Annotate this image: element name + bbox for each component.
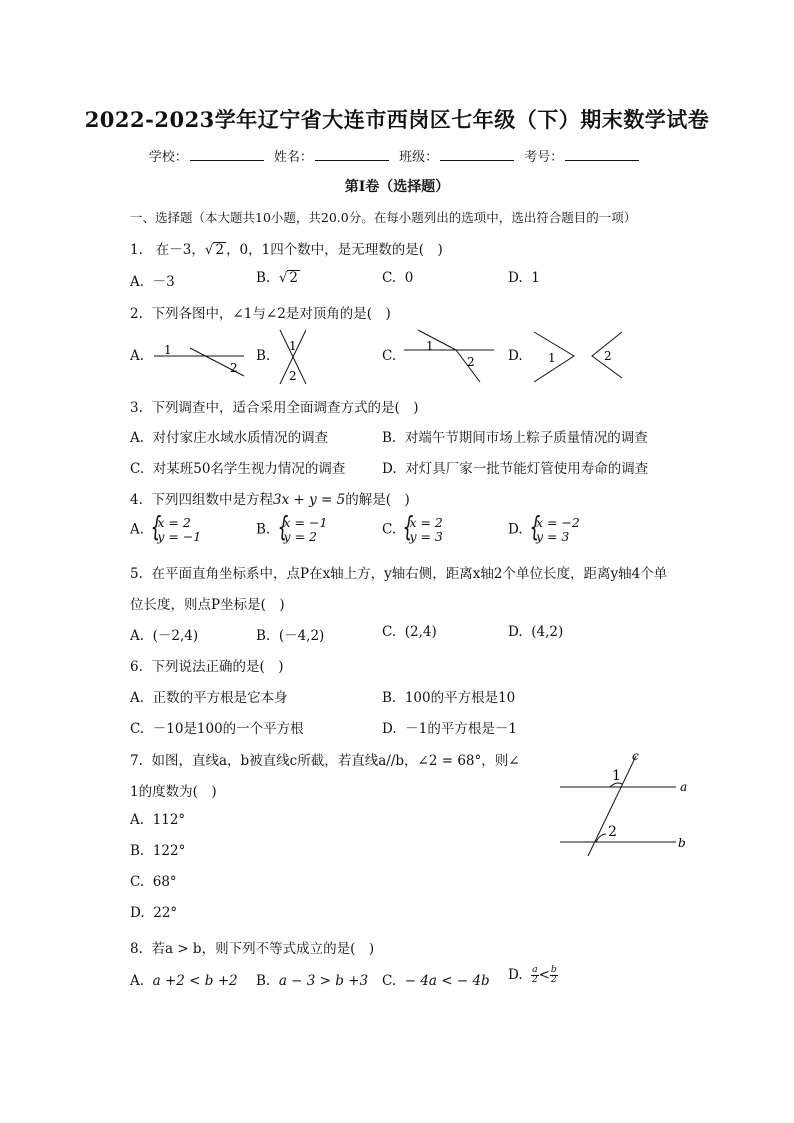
option-text: 22° <box>153 905 178 921</box>
q5-option-a[interactable] <box>130 624 198 644</box>
option-label: A. <box>130 521 145 538</box>
option-label: A. <box>130 690 145 706</box>
q8-option-d[interactable] <box>508 966 558 985</box>
q2-option-b[interactable]: B. <box>256 348 271 364</box>
question-text: 下列各图中，∠1与∠2是对顶角的是( ) <box>151 306 391 322</box>
question-2 <box>130 302 391 322</box>
student-info-line <box>0 146 794 165</box>
question-7-cont: 1的度数为( ) <box>130 784 217 800</box>
question-text: 若a > b，则下列不等式成立的是( ) <box>151 941 375 957</box>
less-than-sign: < <box>538 967 550 983</box>
question-number: 3. <box>130 400 143 416</box>
option-label: B. <box>382 430 397 446</box>
option-text: 1 <box>531 270 540 286</box>
equation-row: y = 3 <box>409 529 443 544</box>
q3-option-a[interactable] <box>130 426 328 446</box>
equation-row: y = −1 <box>157 529 202 544</box>
q7-figure <box>552 748 702 860</box>
option-label: A. <box>130 430 145 446</box>
option-label: D. <box>130 905 145 921</box>
option-text: (4,2) <box>531 624 564 640</box>
name-label: 姓名： <box>273 150 313 165</box>
q7-option-c[interactable] <box>130 874 177 890</box>
option-label: C. <box>130 461 145 477</box>
question-7 <box>130 749 520 769</box>
label-a: a <box>680 780 688 794</box>
sqrt-symbol: √ <box>278 270 288 286</box>
option-label: D. <box>508 624 523 640</box>
school-blank[interactable] <box>190 148 264 161</box>
fraction <box>550 966 558 985</box>
q4-option-a[interactable] <box>130 516 201 544</box>
q3-option-b[interactable] <box>382 426 648 446</box>
option-label: D. <box>508 521 523 538</box>
denominator: 2 <box>550 975 557 985</box>
equation: 3x + y = 5 <box>272 492 346 508</box>
option-label: B. <box>256 270 271 286</box>
q5-option-d[interactable] <box>508 624 563 640</box>
q2-figure-a <box>150 336 250 380</box>
option-label: C. <box>130 721 145 737</box>
option-text: − 4a < − 4b <box>404 973 490 989</box>
q6-option-c[interactable] <box>130 717 304 737</box>
line <box>418 330 456 350</box>
q8-option-b[interactable] <box>256 973 368 989</box>
equation-row: { x = 2 <box>409 515 443 530</box>
question-text: 下列说法正确的是( ) <box>151 659 284 675</box>
option-text: a − 3 > b +3 <box>278 973 369 989</box>
label-c: c <box>632 749 639 763</box>
question-6 <box>130 655 284 675</box>
denominator: 2 <box>532 975 538 985</box>
q6-option-d[interactable] <box>382 717 517 737</box>
option-text: 对端午节期间市场上粽子质量情况的调查 <box>404 430 648 446</box>
option-text: a +2 < b +2 <box>152 973 238 989</box>
option-label: A. <box>130 812 145 828</box>
radicand: 2 <box>215 242 225 258</box>
equation-row: { x = −1 <box>283 515 328 530</box>
numerator: b <box>550 965 557 975</box>
q1-option-b[interactable] <box>256 270 300 286</box>
question-text: ，0，1四个数中，是无理数的是( ) <box>226 242 443 258</box>
option-label: A. <box>130 274 145 290</box>
angle-label-2: 2 <box>289 369 297 383</box>
q8-option-c[interactable] <box>382 973 490 989</box>
q7-option-a[interactable] <box>130 812 185 828</box>
q3-option-d[interactable] <box>382 457 648 477</box>
option-label: B. <box>130 843 145 859</box>
q2-figure-d <box>528 328 632 386</box>
option-text: －10是100的一个平方根 <box>152 721 304 737</box>
exam-no-blank[interactable] <box>565 148 639 161</box>
option-text: (2,4) <box>404 624 437 640</box>
option-text: (－4,2) <box>278 628 325 644</box>
option-label: C. <box>382 624 397 640</box>
q2-figure-c <box>400 328 500 386</box>
option-label: D. <box>382 461 397 477</box>
question-text: 下列四组数中是方程 <box>151 492 273 508</box>
option-label: B. <box>382 690 397 706</box>
question-text: 的解是( ) <box>345 492 410 508</box>
exam-no-label: 考号： <box>524 150 564 165</box>
question-4 <box>130 488 410 508</box>
numerator: a <box>532 965 538 975</box>
question-text: 下列调查中，适合采用全面调查方式的是( ) <box>151 400 419 416</box>
q2-figure-b <box>274 328 314 386</box>
option-label: A. <box>130 628 145 644</box>
q2-option-d[interactable]: D. <box>508 348 523 364</box>
equation-system <box>400 516 442 544</box>
equation-row: { x = −2 <box>535 515 580 530</box>
class-blank[interactable] <box>440 148 514 161</box>
q4-option-d[interactable] <box>508 516 580 544</box>
option-text: 122° <box>152 843 186 859</box>
q4-option-b[interactable] <box>256 516 327 544</box>
option-label: A. <box>130 973 145 989</box>
question-3 <box>130 396 419 416</box>
label-b: b <box>678 836 686 850</box>
equation-system <box>148 516 201 544</box>
q7-option-b[interactable] <box>130 843 185 859</box>
q3-option-c[interactable] <box>130 457 345 477</box>
q1-option-c[interactable] <box>382 270 413 286</box>
q2-option-c[interactable]: C. <box>382 348 397 364</box>
angle-label-2: 2 <box>230 361 238 375</box>
question-text: 如图，直线a，b被直线c所截，若直线a//b，∠2 = 68°，则∠ <box>151 753 520 769</box>
option-label: D. <box>382 721 397 737</box>
exam-title: 2022-2023学年辽宁省大连市西岗区七年级（下）期末数学试卷 <box>84 107 710 132</box>
option-text: 100的平方根是10 <box>404 690 516 706</box>
equation-system <box>275 516 328 544</box>
question-number: 1. <box>130 242 143 258</box>
q1-option-a[interactable] <box>130 270 175 290</box>
option-label: B. <box>256 628 271 644</box>
q5-option-b[interactable] <box>256 624 324 644</box>
q4-option-c[interactable] <box>382 516 443 544</box>
question-number: 6. <box>130 659 143 675</box>
radicand: 2 <box>289 270 299 286</box>
question-number: 8. <box>130 941 143 957</box>
angle-label-1: 1 <box>164 343 172 357</box>
option-text: 正数的平方根是它本身 <box>152 690 288 706</box>
angle-label-2: 2 <box>608 824 617 840</box>
angle-label-1: 1 <box>426 339 434 353</box>
option-label: C. <box>130 874 145 890</box>
question-text: 在平面直角坐标系中，点P在x轴上方，y轴右侧，距离x轴2个单位长度，距离y轴4个单 <box>151 566 668 582</box>
equation-system <box>527 516 580 544</box>
angle-label-2: 2 <box>604 349 612 363</box>
option-text: 0 <box>404 270 414 286</box>
q6-option-b[interactable] <box>382 686 515 706</box>
option-label: B. <box>256 521 271 538</box>
angle-label-1: 1 <box>612 768 621 784</box>
section-instructions: 一、选择题（本大题共10小题，共20.0分。在每小题列出的选项中，选出符合题目的一项） <box>130 210 637 225</box>
q2-option-a[interactable]: A. <box>130 348 145 364</box>
equation-row: y = 2 <box>283 529 317 544</box>
option-label: D. <box>508 967 523 983</box>
option-text: －3 <box>152 274 175 290</box>
equation-row: y = 3 <box>535 529 570 544</box>
question-number: 2. <box>130 306 143 322</box>
section-title: 第Ⅰ卷（选择题） <box>344 179 450 195</box>
option-label: D. <box>508 270 523 286</box>
option-text: 对付家庄水域水质情况的调查 <box>152 430 329 446</box>
option-label: C. <box>382 270 397 286</box>
class-label: 班级： <box>399 150 439 165</box>
question-number: 7. <box>130 753 143 769</box>
option-text: 68° <box>152 874 177 890</box>
option-text: －1的平方根是－1 <box>405 721 517 737</box>
question-text: 在－3， <box>155 242 205 258</box>
angle-label-1: 1 <box>289 339 297 353</box>
option-text: (－2,4) <box>152 628 199 644</box>
option-label: C. <box>382 521 397 538</box>
angle-label-1: 1 <box>548 351 556 365</box>
sqrt-symbol: √ <box>204 242 214 258</box>
angle-label-2: 2 <box>467 355 475 369</box>
question-8 <box>130 937 374 957</box>
q5-option-c[interactable] <box>382 624 437 640</box>
q8-option-a[interactable] <box>130 973 238 989</box>
option-text: 对灯具厂家一批节能灯管使用寿命的调查 <box>405 461 649 477</box>
option-label: C. <box>382 973 397 989</box>
question-number: 5. <box>130 566 143 582</box>
question-1 <box>130 238 443 258</box>
name-blank[interactable] <box>315 148 389 161</box>
school-label: 学校： <box>148 150 188 165</box>
equation-row: { x = 2 <box>157 515 191 530</box>
option-label: B. <box>256 973 271 989</box>
option-text: 112° <box>152 812 186 828</box>
q7-option-d[interactable] <box>130 905 177 921</box>
q6-option-a[interactable] <box>130 686 288 706</box>
question-5 <box>130 562 667 582</box>
question-number: 4. <box>130 492 143 508</box>
q1-option-d[interactable] <box>508 270 540 286</box>
option-text: 对某班50名学生视力情况的调查 <box>152 461 346 477</box>
question-5-cont: 位长度，则点P坐标是( ) <box>130 597 285 613</box>
fraction <box>531 966 538 985</box>
